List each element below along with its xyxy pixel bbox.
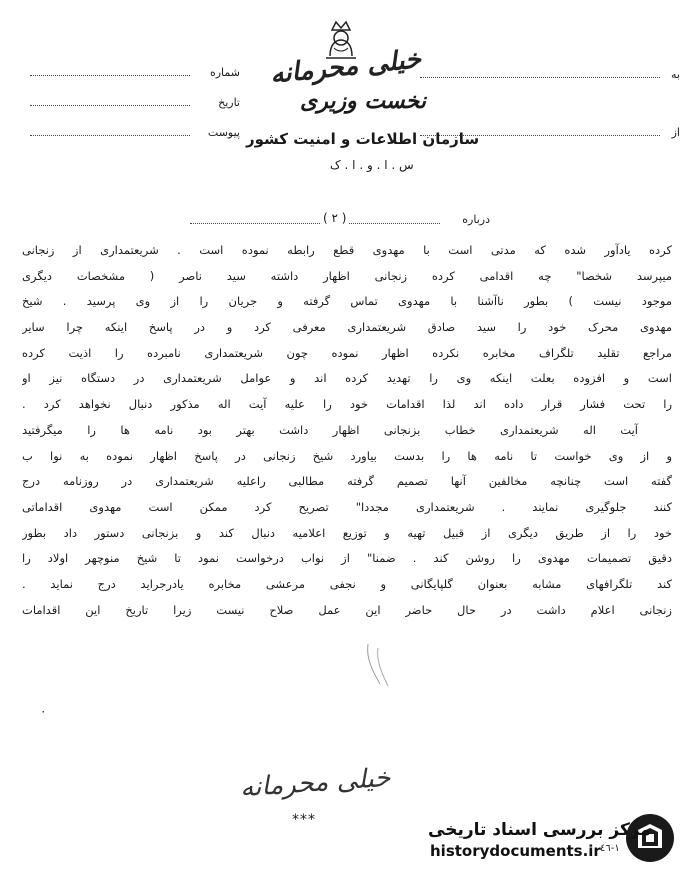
subject-field xyxy=(190,213,490,231)
to-field xyxy=(420,68,680,84)
body-line: و از وی خواست تا نامه ها را بدست بیاورد شیخ زنجانی در پاسخ اظهار نموده به نوا ب xyxy=(22,448,672,463)
organization-title: سازمان اطلاعات و امنیت کشور xyxy=(246,130,480,148)
body-line: کنند جلوگیری نمایند . شریعتمداری مجددا" تصریح کرد ممکن است مهدوی اقداماتی xyxy=(22,499,672,514)
organization-code: س . ا . و . ا . ک xyxy=(330,158,414,172)
attachment-field xyxy=(30,126,240,142)
date-dotted-line xyxy=(30,105,190,106)
body-line: آیت اله شریعتمداری خطاب بزنجانی اظهار داشت بهتر بود نامه ها را میگرفتید xyxy=(22,422,638,437)
number-field xyxy=(30,66,240,82)
ministry-title: نخست وزیری xyxy=(300,88,426,114)
body-line: موجود نیست ) بطور ناآشنا با مهدوی تماس گرفته و جریان را از وی پرسید . شیخ xyxy=(22,294,672,309)
handwritten-mark xyxy=(360,640,400,690)
subject-dotted-line xyxy=(190,223,440,224)
body-line: را تحت فشار قرار داده اند لذا اقدامات خود را علیه آیت اله مذکور دنبال نخواهد کرد . xyxy=(22,397,672,412)
body-line: میپرسد شخصا" چه اقدامی کرده زنجانی اظهار داشته سید ناصر ( مشخصات دیگری xyxy=(22,268,672,283)
archive-reference: ١-٤٦ xyxy=(600,843,620,854)
classification-stamp: خیلی محرمانه xyxy=(268,44,423,90)
from-label: از xyxy=(671,126,680,139)
bottom-classification-stamp: خیلی محرمانه xyxy=(239,762,392,804)
body-line: زنجانی اعلام داشت در حال حاضر این عمل صلاح نیست زیرا تاریخ این اقدامات xyxy=(22,602,672,617)
body-line: است و افزوده بعلت اینکه وی را تهدید کرده اند و عوامل شریعتمداری در دستگاه نیز او xyxy=(22,371,672,386)
number-dotted-line xyxy=(30,75,190,76)
attachment-label: پیوست xyxy=(207,126,240,139)
body-line: مهدوی محرک خود را سید صادق شریعتمداری معرفی کرد و در پاسخ اینکه چرا سایر xyxy=(22,320,672,335)
to-label: به xyxy=(671,68,680,81)
archive-title: مرکز بررسی اسناد تاریخی xyxy=(428,820,651,840)
to-dotted-line xyxy=(420,77,660,78)
date-field xyxy=(30,96,240,112)
body-line: کرده یادآور شده که مدتی است با مهدوی قطع رابطه نموده است . شریعتمداری از زنجانی xyxy=(22,243,672,257)
stars-mark: *** xyxy=(292,812,316,828)
number-label: شماره xyxy=(209,66,240,79)
body-line: گفته است چنانچه مخالفین آنها تصمیم گرفته مطالبی راعلیه شریعتمداری در روزنامه درج xyxy=(22,474,672,489)
subject-label: درباره xyxy=(462,213,490,226)
body-line: کند تلگرافهای مشابه بعنوان گلپایگانی و نجفی مرعشی مخابره یادرجراید درج نماید . xyxy=(22,576,672,591)
date-label: تاریخ xyxy=(218,96,240,109)
attachment-dotted-line xyxy=(30,135,190,136)
archive-url[interactable]: historydocuments.ir xyxy=(430,842,601,860)
body-line: خود را از طریق دیگری از قبیل تهیه و توزیع اعلامیه دنبال کند و بزنجانی دستور داد بطور xyxy=(22,525,672,540)
report-body xyxy=(22,238,672,623)
body-line: دقیق تصمیمات مهدوی را روشن کند . ضمنا" از نواب درخواست نمود تا شیخ منوچهر اولاد را xyxy=(22,551,672,566)
page-number: ( ۲ ) xyxy=(320,211,349,225)
body-line: مراجع تقلید تلگراف مخابره نکرده اظهار نموده چون شریعتمداری نامبرده را اذیت کرده xyxy=(22,345,672,360)
margin-mark: ٠ xyxy=(40,704,47,718)
